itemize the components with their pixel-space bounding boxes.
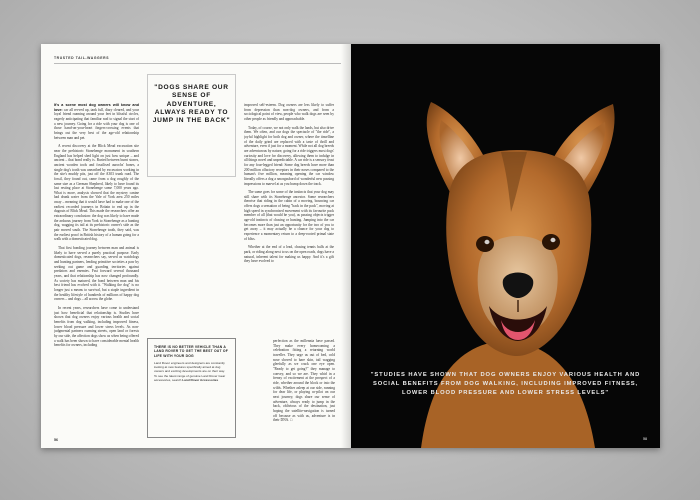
article-column-3 (244, 103, 334, 335)
sidebar-body: Land Rover engineers and designers are constantly looking at new features specifically aimed at dog owners and exciting developments are on their way. To see the latest range of genuine Land Rover Gear accessories, search (154, 361, 226, 382)
wrapped-text: perfection as the millennia have passed. They make every homecoming a celebration fitting a returning world traveller. They urge us out of bed, cold nose shoved to bare skin, tail wagging gleefully as we crack one eye open. "Ready to get going?" they manage to convey, and so we are. They whirl in a frenzy of excitement at the prospect of a ride, whether around the block or into the wilds. Whether asleep at our side, running for dear life, or playing co-pilot on our next journey, dogs share our sense of adventure, always ready to jump in the back, oblivious of the destination, just hoping the satellite-navigation is turned off because as with us, adventure is in their DNA. □ (273, 339, 335, 423)
lead-in: It's a scene most dog owners will know and love: (54, 103, 139, 112)
photo-caption: "STUDIES HAVE SHOWN THAT DOG OWNERS ENJOY VARIOUS HEALTH AND SOCIAL BENEFITS FROM DOG WALKING, INCLUDING IMPROVED FITNESS, LOWER BLOOD PRESSURE AND LOWER STRESS LEVELS" (370, 372, 641, 396)
paragraph: improved self-esteem. Dog owners are less likely to suffer from depression than non-dog owners, and from a sociological point of view, people who walk dogs are seen by other people as friendly and approachable. (244, 103, 334, 121)
dog-right-eye (542, 234, 560, 250)
paragraph: Whether at the end of a lead, chasing tennis balls at the park, or riding along next to us on the open roads, dogs have a natural, inherent talent for making us happy. And it's a gift they have evolved to (244, 245, 334, 264)
running-head: TRUSTED TAIL-WAGGERS (54, 56, 110, 60)
page-number-right: 58 (643, 437, 647, 441)
paragraph: That first bonding journey between man and animal is likely to have served a purely practical purpose. Early domesticated dogs, researchers say, served as watchdogs and hunting partners, lending primitive societies a paw by seeking out game and guarding territories against predators and enemies. Fast forward several thousand years, and that relationship has now changed profoundly. As society has matured, the bond between man and his best friend has evolved with it. "Walking the dog" is no longer just a means to survival, but a staple ingredient in the healthy lifestyle of hundreds of millions of happy dog owners – and dogs – all across the globe. (54, 246, 139, 302)
sidebar-link: Land Rover Accessories (182, 377, 219, 382)
paragraph-text: car all revved up, tank full, diary cleared, and your loyal friend roaming around your feet in blissful circles, eagerly anticipating that familiar nod to signal the start of a new journey. Going for a ride with your dog is one of those hand-on-your-heart fingers-crossing events that brings out the very best of the age-old relationship between man and pet. (54, 107, 139, 140)
pull-quote: "DOGS SHARE OUR SENSE OF ADVENTURE, ALWAYS READY TO JUMP IN THE BACK" (152, 84, 231, 125)
sidebar-box (147, 338, 236, 438)
lead-paragraph (54, 103, 139, 140)
paragraph: Today, of course, we not only walk the lands, but also drive them. We often, and our dogs the spectacle of "the ride", a joyful highlight for both dog and owner, where the tinselline of the daily grind are replaced with a taste of thrill and adventure, even if just for a moment. While not all dog breeds are adventurous by nature, going for a ride triggers most dogs' curiosity and love for discovery, allowing them to indulge in all things novel and unpredictable. A car ride is a sensory feast for any four-legged friend: Some dog breeds have more than 200 million olfactory receptors in their noses compared to the human's five million, meaning opening the car window literally offers a dog a smorgasbord of wonderful new passing impressions to marvel at as you bump down the track. (244, 125, 334, 186)
dog-left-eye (476, 236, 494, 252)
page-number-left: 56 (54, 438, 58, 442)
article-column-1 (54, 103, 139, 441)
sidebar-title: THERE IS NO BETTER VEHICLE THAN A LAND ROVER TO GET THE BEST OUT OF LIFE WITH YOUR DOG (154, 345, 228, 358)
paragraph: The same goes for some of the instincts that your dog may still share with its Stonehenge ancestor. Some researchers theorise that riding in the cabin of a moving, bouncing car offers dogs a sensation of being "back in the pack", moving at high speed in synchronised movement with its favourite pack member of all (that would be you), as passing objects trigger age-old instincts of chasing or hunting. Jumping into the car becomes more than just an opportunity for the two of you to get away – it may actually be a chance for your dog to experience a momentary return to a deep-rooted primal state of bliss. (244, 190, 334, 241)
sidebar-text (154, 361, 229, 381)
pull-quote-box (147, 74, 236, 177)
paragraph: A recent discovery at the Blick Mead excavation site near the prehistoric Stonehenge monument in southern England has helped shed light on just how unique – and ancient – that bond really is. Buried between burnt stones, ancient wooden tools and fossilised aurochs' bones, a single dog's tooth was unearthed by excavators working in the site's muddy pits, just off the A303 trunk road. The fossil, they found out, came from a dog roughly of the same size as a German Shepherd, likely to have found its last resting place at Stonehenge some 7,000 years ago. What is more, analysis showed that the mystery canine had drunk water from the Vale of York area 250 miles away – meaning that it would have had to make one of the earliest recorded journeys in Britain to end up in the dugouts of Blick Mead. This made the researchers offer an extraordinary conclusion: the dog was likely to have made the arduous journey from York to Stonehenge as a hunting dog, wagging its tail at its prehistoric owner's side as the pair moved south. The Stonehenge tooth, they said, was the earliest proof in British history of a human going for a walk with a domesticated dog. (54, 144, 139, 242)
spread-gutter (341, 44, 355, 448)
magazine-spread (41, 44, 660, 448)
paragraph: In recent years, researchers have come to understand just how beneficial that relationship is. Studies have shown that dog owners enjoy various health and social benefits from dog walking, including improved fitness, lower blood pressure and lower stress levels. As non-judgmental partners roaming streets, open land or forests by our side, the affection dogs show us when being offered a walk has been shown to have considerable mental health benefits for owners, including (54, 305, 139, 348)
left-page (41, 44, 351, 448)
right-page (351, 44, 660, 448)
header-rule (54, 63, 341, 64)
